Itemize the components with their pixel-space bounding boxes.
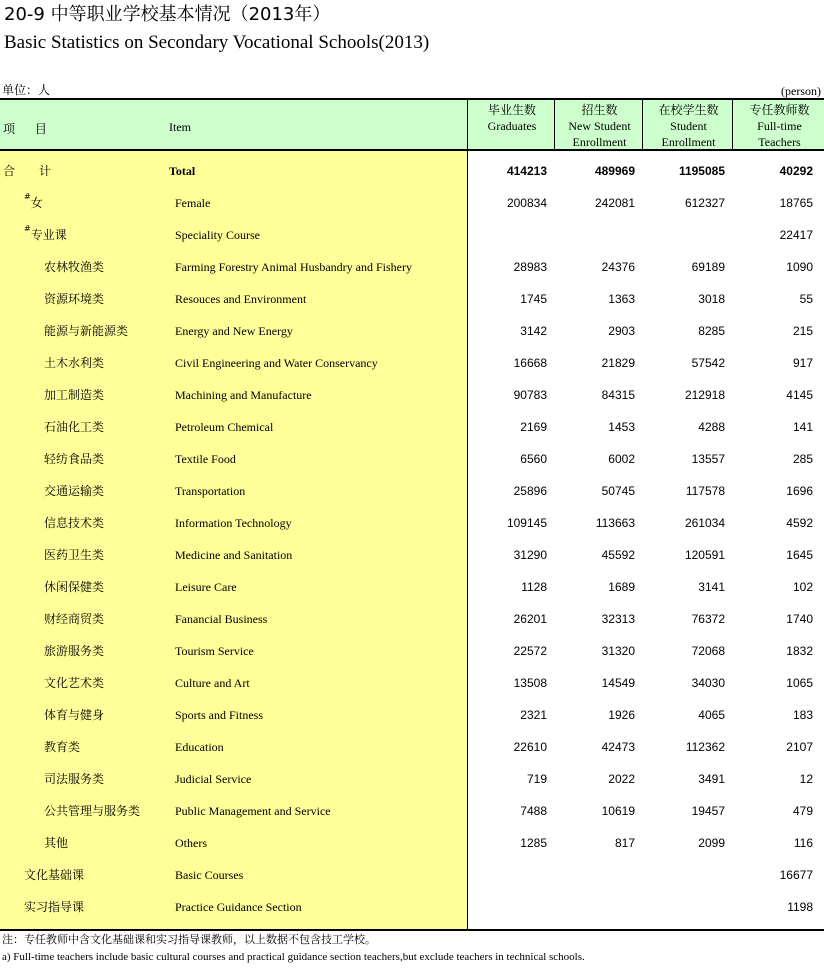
- header-student-enrollment: 在校学生数 Student Enrollment: [658, 103, 719, 149]
- row-value: 2022: [608, 772, 635, 786]
- row-value: 1065: [786, 676, 813, 690]
- row-value: 200834: [506, 196, 547, 210]
- row-label-en: Energy and New Energy: [175, 324, 293, 338]
- row-label-en: Leisure Care: [175, 580, 237, 594]
- table-header: [0, 98, 824, 151]
- table-row: [0, 603, 824, 635]
- row-value: 414213: [506, 164, 547, 178]
- table-row: [0, 187, 824, 219]
- header-fulltime-teachers: 专任教师数 Full-time Teachers: [749, 103, 810, 149]
- page-title-cn: 20-9 中等职业学校基本情况（2013年）: [4, 4, 331, 25]
- row-value: 8285: [698, 324, 725, 338]
- row-label-cn: 体育与健身: [44, 708, 105, 722]
- row-value: 113663: [595, 516, 635, 530]
- row-label-en: Medicine and Sanitation: [175, 548, 293, 562]
- row-label-cn: 土木水利类: [44, 356, 105, 370]
- row-label-en: Judicial Service: [175, 772, 252, 786]
- row-label-cn: 财经商贸类: [44, 612, 105, 626]
- row-value: 6560: [520, 452, 547, 466]
- row-value: 1090: [786, 260, 813, 274]
- header-new-enrollment: 招生数 New Student Enrollment: [568, 103, 631, 149]
- row-label-en: Resouces and Environment: [175, 292, 307, 306]
- row-value: 76372: [691, 612, 725, 626]
- row-value: 84315: [601, 388, 635, 402]
- row-value: 1689: [608, 580, 635, 594]
- row-label-cn: 交通运输类: [44, 484, 105, 498]
- table-row: [0, 315, 824, 347]
- row-label-cn: 其他: [44, 836, 69, 850]
- row-label-en: Education: [175, 740, 224, 754]
- row-value: 183: [792, 708, 813, 722]
- row-value: 31320: [601, 644, 635, 658]
- row-label-en: Basic Courses: [175, 868, 244, 882]
- row-label-en: Farming Forestry Animal Husbandry and Fishery: [175, 260, 412, 274]
- row-value: 1363: [608, 292, 635, 306]
- row-value: 69189: [691, 260, 725, 274]
- row-value: 6002: [608, 452, 635, 466]
- row-label-cn: 休闲保健类: [44, 580, 105, 594]
- row-value: 2169: [520, 420, 547, 434]
- row-value: 2107: [786, 740, 813, 754]
- statistics-table: [0, 98, 824, 931]
- row-label-en: Culture and Art: [175, 676, 250, 690]
- row-label-en: Speciality Course: [175, 228, 260, 242]
- table-row: [0, 731, 824, 763]
- row-value: 285: [792, 452, 813, 466]
- row-value: 3018: [698, 292, 725, 306]
- row-value: 21829: [601, 356, 635, 370]
- row-value: 4288: [698, 420, 725, 434]
- row-label-en: Petroleum Chemical: [175, 420, 274, 434]
- row-value: 1195085: [678, 164, 725, 178]
- row-value: 112362: [685, 740, 725, 754]
- table-row: [0, 283, 824, 315]
- row-value: 18765: [779, 196, 813, 210]
- row-value: 1832: [786, 644, 813, 658]
- row-label-en: Total: [169, 164, 196, 178]
- row-value: 50745: [601, 484, 635, 498]
- header-item-cn: 项 目: [3, 122, 55, 136]
- row-label-en: Fanancial Business: [175, 612, 268, 626]
- row-value: 2099: [698, 836, 725, 850]
- row-label-en: Practice Guidance Section: [175, 900, 302, 914]
- table-row: [0, 411, 824, 443]
- row-label-cn: 资源环境类: [44, 292, 105, 306]
- row-value: 4145: [786, 388, 813, 402]
- table-row: [0, 859, 824, 891]
- row-value: 28983: [513, 260, 547, 274]
- row-label-en: Information Technology: [175, 516, 292, 530]
- row-value: 26201: [513, 612, 547, 626]
- row-value: 22610: [513, 740, 547, 754]
- table-row: [0, 507, 824, 539]
- row-label-cn: 公共管理与服务类: [44, 804, 141, 818]
- row-value: 141: [792, 420, 813, 434]
- row-value: 1926: [608, 708, 635, 722]
- row-label-cn: #女: [24, 192, 43, 210]
- footnote-en: a) Full-time teachers include basic cultural courses and practical guidance section teachers,but exclude teachers in technical schools.: [2, 951, 585, 963]
- row-value: 612327: [684, 196, 725, 210]
- table-row: [0, 635, 824, 667]
- table-row: [0, 379, 824, 411]
- table-row: [0, 699, 824, 731]
- header-item-en: Item: [169, 120, 191, 134]
- row-value: 14549: [601, 676, 635, 690]
- row-value: 16668: [513, 356, 547, 370]
- row-label-en: Others: [175, 836, 207, 850]
- row-value: 32313: [601, 612, 635, 626]
- table-bottom-rule: [0, 929, 824, 931]
- row-value: 215: [792, 324, 813, 338]
- footnote-cn: 注：专任教师中含文化基础课和实习指导课教师，以上数据不包含技工学校。: [2, 933, 376, 946]
- row-value: 7488: [520, 804, 547, 818]
- row-value: 261034: [684, 516, 725, 530]
- row-value: 19457: [691, 804, 725, 818]
- row-value: 4592: [786, 516, 813, 530]
- header-graduates: 毕业生数 Graduates: [487, 103, 537, 133]
- row-label-en: Female: [175, 196, 211, 210]
- row-value: 116: [793, 836, 813, 850]
- row-value: 90783: [513, 388, 547, 402]
- row-value: 242081: [594, 196, 635, 210]
- table-row: [0, 827, 824, 859]
- row-value: 117578: [685, 484, 725, 498]
- unit-label-en: (person): [781, 84, 821, 98]
- row-value: 2903: [608, 324, 635, 338]
- row-value: 1645: [786, 548, 813, 562]
- table-row: [0, 763, 824, 795]
- row-value: 4065: [698, 708, 725, 722]
- row-label-cn: 农林牧渔类: [44, 260, 105, 274]
- row-value: 3491: [698, 772, 725, 786]
- row-value: 917: [792, 356, 813, 370]
- row-label-en: Public Management and Service: [175, 804, 331, 818]
- row-label-cn: 司法服务类: [44, 772, 105, 786]
- row-value: 31290: [513, 548, 547, 562]
- row-value: 42473: [601, 740, 635, 754]
- table-row: [0, 475, 824, 507]
- table-row: [0, 795, 824, 827]
- row-value: 40292: [779, 164, 813, 178]
- table-row: [0, 571, 824, 603]
- row-label-cn: 合 计: [3, 164, 52, 178]
- row-value: 25896: [513, 484, 547, 498]
- row-label-cn: 实习指导课: [24, 900, 85, 914]
- row-value: 1740: [786, 612, 813, 626]
- page-title-en: Basic Statistics on Secondary Vocational Schools(2013): [4, 32, 430, 53]
- row-label-en: Transportation: [175, 484, 246, 498]
- row-value: 22417: [779, 228, 813, 242]
- table-row: [0, 443, 824, 475]
- row-label-en: Machining and Manufacture: [175, 388, 312, 402]
- table-row: [0, 251, 824, 283]
- row-label-en: Tourism Service: [175, 644, 254, 658]
- table-row: [0, 539, 824, 571]
- row-label-cn: 教育类: [44, 740, 81, 754]
- row-value: 45592: [601, 548, 635, 562]
- row-value: 13508: [513, 676, 547, 690]
- row-value: 57542: [691, 356, 725, 370]
- row-value: 13557: [691, 452, 725, 466]
- row-value: 120591: [684, 548, 725, 562]
- unit-label-cn: 单位：人: [2, 83, 51, 97]
- row-value: 817: [614, 836, 635, 850]
- row-label-cn: 轻纺食品类: [44, 452, 105, 466]
- row-value: 479: [792, 804, 813, 818]
- row-value: 3141: [698, 580, 725, 594]
- row-value: 109145: [506, 516, 547, 530]
- row-value: 72068: [691, 644, 725, 658]
- row-label-cn: 文化艺术类: [44, 676, 105, 690]
- row-value: 212918: [684, 388, 725, 402]
- table-row: [0, 347, 824, 379]
- row-value: 16677: [779, 868, 813, 882]
- table-row: [0, 667, 824, 699]
- row-value: 1198: [787, 900, 813, 914]
- row-value: 719: [526, 772, 547, 786]
- row-value: 1745: [520, 292, 547, 306]
- row-label-cn: 医药卫生类: [44, 548, 105, 562]
- row-label-cn: 信息技术类: [44, 516, 105, 530]
- row-value: 1696: [786, 484, 813, 498]
- row-value: 12: [799, 772, 813, 786]
- row-label-en: Sports and Fitness: [175, 708, 264, 722]
- row-value: 10619: [601, 804, 635, 818]
- row-value: 1285: [520, 836, 547, 850]
- row-value: 2321: [520, 708, 547, 722]
- row-value: 24376: [601, 260, 635, 274]
- row-label-cn: 加工制造类: [44, 388, 105, 402]
- row-label-cn: #专业课: [24, 224, 67, 242]
- row-label-cn: 旅游服务类: [44, 644, 105, 658]
- table-row: [0, 891, 824, 923]
- row-value: 102: [792, 580, 813, 594]
- table-row: [0, 219, 824, 251]
- table-body: [0, 151, 824, 931]
- row-label-cn: 文化基础课: [24, 868, 85, 882]
- row-label-en: Civil Engineering and Water Conservancy: [175, 356, 378, 370]
- table-row: [0, 155, 824, 187]
- row-value: 1453: [608, 420, 635, 434]
- row-label-cn: 能源与新能源类: [44, 324, 129, 338]
- row-value: 34030: [691, 676, 725, 690]
- row-value: 1128: [521, 580, 547, 594]
- row-value: 55: [799, 292, 813, 306]
- row-value: 489969: [594, 164, 635, 178]
- row-value: 22572: [513, 644, 547, 658]
- row-label-cn: 石油化工类: [44, 420, 105, 434]
- row-label-en: Textile Food: [175, 452, 236, 466]
- row-value: 3142: [520, 324, 547, 338]
